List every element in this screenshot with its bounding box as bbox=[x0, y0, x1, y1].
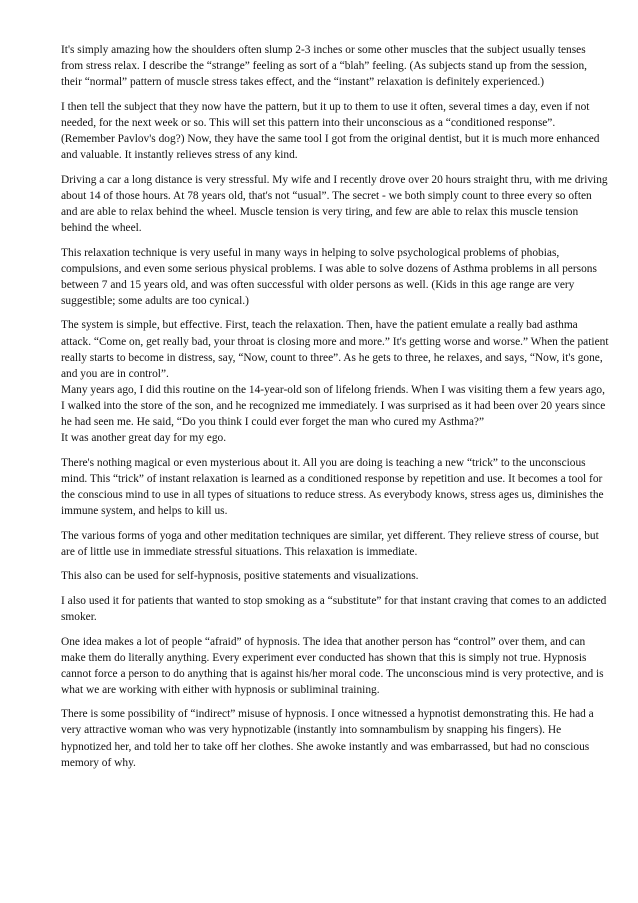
paragraph-shoulders: It's simply amazing how the shoulders often slump 2-3 inches or some other muscles that the subject usually tenses from stress relax. I describe the “strange” feeling as sort of a “blah” feeling. (As subjects stand up from the session, their “normal” pattern of muscle stress takes effect, and the “instant” relaxation is definitely experienced.) bbox=[61, 44, 588, 89]
paragraph-driving: Driving a car a long distance is very stressful. My wife and I recently drove over 20 hours straight thru, with me driving about 14 of those hours. At 78 years old, that's not “usual”. The secret - we both simply count to three every so often and are able to relax behind the wheel. Muscle tension is very tiring, and few are able to relax this muscle tension behind the wheel. bbox=[61, 173, 608, 234]
paragraph-system: The system is simple, but effective. First, teach the relaxation. Then, have the patient emulate a really bad asthma attack. “Come on, get really bad, your throat is closing more and more.” It's getting worse and worse.” When the patient really starts to become in distress, say, “Now, count to three”. As he gets to three, he relaxes, and says, “Now, it's gone, and you are in control”. Many years ago, I did this routine on the 14-year-old son of lifelong friends. When I was visiting them a few years ago, I walked into the store of the son, and he recognized me immediately. I was surprised as it had been over 20 years since he had seen me. He said, “Do you think I could ever forget the man who cured my Asthma?” It was another great day for my ego. bbox=[61, 319, 609, 445]
paragraph-misuse: There is some possibility of “indirect” misuse of hypnosis. I once witnessed a hypnotist demonstrating this. He had a very attractive woman who was very hypnotizable (instantly into somnambulism by snapping his fingers). He hypnotized her, and told her to take off her clothes. She awoke instantly and was embarrassed, but had no conscious memory of why. bbox=[61, 708, 594, 769]
document-page bbox=[61, 42, 609, 779]
paragraph-yoga: The various forms of yoga and other meditation techniques are similar, yet different. They relieve stress of course, but are of little use in immediate stressful situations. This relaxation is immediate. bbox=[61, 529, 599, 558]
paragraph-smoking: I also used it for patients that wanted to stop smoking as a “substitute” for that instant craving that comes to an addicted smoker. bbox=[61, 594, 607, 623]
paragraph-trick: There's nothing magical or even mysterious about it. All you are doing is teaching a new “trick” to the unconscious mind. This “trick” of instant relaxation is learned as a conditioned response by repetition and use. It becomes a tool for the conscious mind to use in all types of situations to reduce stress. As everybody knows, stress ages us, diminishes the immune system, and helps to kill us. bbox=[61, 456, 604, 517]
paragraph-technique: This relaxation technique is very useful in many ways in helping to solve psychological problems of phobias, compulsions, and even some serious physical problems. I was able to solve dozens of Asthma problems in all persons between 7 and 15 years old, and was often successful with older persons as well. (Kids in this age range are very suggestible; some adults are too cynical.) bbox=[61, 246, 597, 307]
paragraph-self-hypnosis: This also can be used for self-hypnosis, positive statements and visualizations. bbox=[61, 570, 419, 583]
paragraph-control: One idea makes a lot of people “afraid” of hypnosis. The idea that another person has “control” over them, and can make them do literally anything. Every experiment ever conducted has shown that this is simply not true. Hypnosis cannot force a person to do anything that is against his/her moral code. The unconscious mind is very protective, and is what we are working with either with hypnosis or subliminal training. bbox=[61, 635, 604, 696]
paragraph-pattern: I then tell the subject that they now have the pattern, but it up to them to use it often, several times a day, even if not needed, for the next week or so. This will set this pattern into their unconscious as a “conditioned response”. (Remember Pavlov's dog?) Now, they have the same tool I got from the original dentist, but it is much more enhanced and valuable. It instantly relieves stress of any kind. bbox=[61, 100, 600, 162]
